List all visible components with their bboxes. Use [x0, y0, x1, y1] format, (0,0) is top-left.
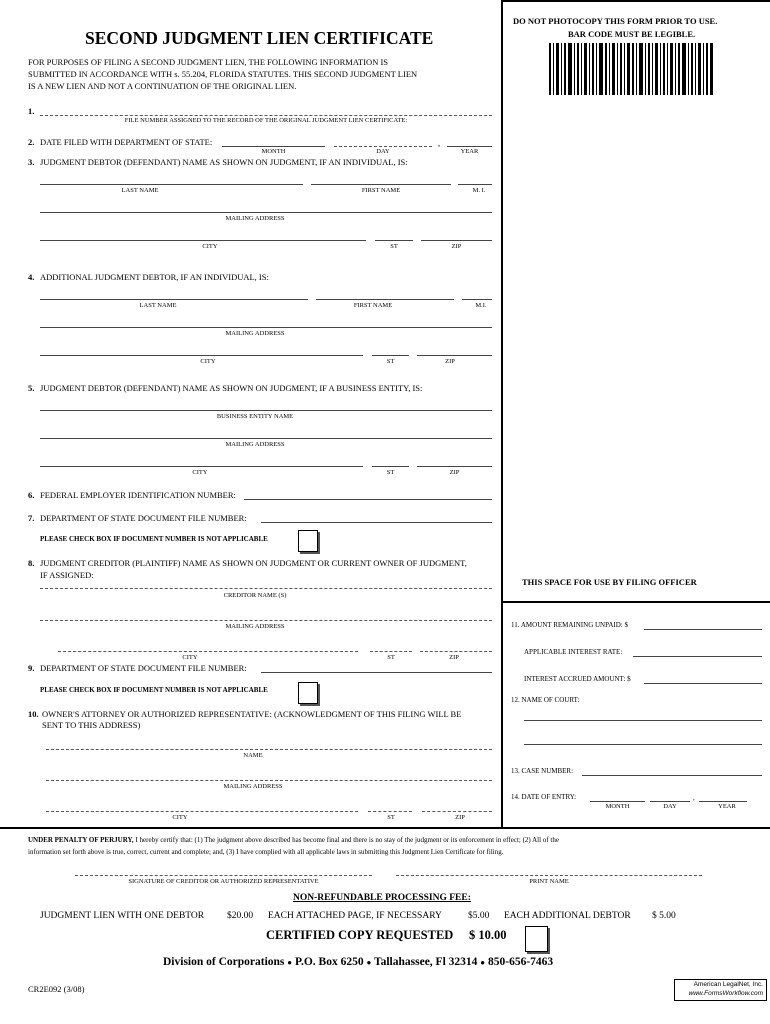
s10-label-2: SENT TO THIS ADDRESS) — [42, 720, 141, 730]
s6-label: FEDERAL EMPLOYER IDENTIFICATION NUMBER: — [40, 490, 236, 500]
brand-line-2: www.FormsWorkflow.com — [688, 990, 763, 997]
fee-additional-debtor-label: EACH ADDITIONAL DEBTOR — [504, 911, 631, 921]
s8-zip-field[interactable] — [420, 651, 492, 652]
s3-zip-field[interactable] — [421, 240, 492, 241]
s5-number: 5. — [28, 383, 35, 393]
perjury-text-1: I hereby certify that: (1) The judgment above described has become final and there is no stay of the judgment or its enforcement in effect; (2) All of the — [133, 836, 559, 844]
s2-day-field[interactable] — [334, 146, 432, 147]
perjury-lead: UNDER PENALTY OF PERJURY, — [28, 836, 134, 844]
s4-last-caption: LAST NAME — [139, 302, 177, 309]
s5-zip-field[interactable] — [417, 466, 492, 467]
s5-mailing-caption: MAILING ADDRESS — [225, 441, 285, 448]
s8-st-caption: ST — [387, 654, 395, 661]
s8-creditor-caption: CREDITOR NAME (S) — [223, 592, 287, 599]
s1-caption: FILE NUMBER ASSIGNED TO THE RECORD OF THE ORIGINAL JUDGMENT LIEN CERTIFICATE: — [124, 117, 408, 124]
print-name-field[interactable] — [396, 875, 702, 876]
s3-mi-caption: M. I. — [472, 187, 486, 194]
s2-day-caption: DAY — [376, 148, 390, 155]
s14-comma: , — [693, 794, 695, 802]
s6-number: 6. — [28, 490, 35, 500]
s12-court-field-1[interactable] — [524, 720, 762, 721]
s14-year-caption: YEAR — [718, 803, 736, 810]
s3-st-field[interactable] — [375, 240, 413, 241]
s5-zip-caption: ZIP — [449, 469, 460, 476]
s5-entity-field[interactable] — [40, 410, 492, 411]
s8-label-2: IF ASSIGNED: — [40, 570, 94, 580]
filing-officer-title: THIS SPACE FOR USE BY FILING OFFICER — [522, 577, 697, 587]
s4-st-caption: ST — [386, 358, 395, 365]
s7-number: 7. — [28, 513, 35, 523]
officer-section-divider — [501, 601, 770, 603]
fee-page-label: EACH ATTACHED PAGE, IF NECESSARY — [268, 911, 442, 921]
barcode-notice: BAR CODE MUST BE LEGIBLE. — [568, 29, 696, 39]
s10-zip-field[interactable] — [422, 811, 492, 812]
right-top-border — [501, 0, 770, 2]
s4-city-field[interactable] — [40, 355, 363, 356]
s4-city-caption: CITY — [200, 358, 216, 365]
fee-additional-debtor-amount: $ 5.00 — [652, 911, 676, 921]
s5-label: JUDGMENT DEBTOR (DEFENDANT) NAME AS SHOWN ON JUDGMENT, IF A BUSINESS ENTITY, IS: — [40, 383, 423, 393]
print-name-caption: PRINT NAME — [529, 878, 569, 885]
s11-label: 11. AMOUNT REMAINING UNPAID: $ — [511, 621, 628, 629]
s3-st-caption: ST — [390, 243, 398, 250]
s9-check-label: PLEASE CHECK BOX IF DOCUMENT NUMBER IS NOT APPLICABLE — [40, 686, 268, 694]
s8-st-field[interactable] — [370, 651, 412, 652]
s10-mailing-field[interactable] — [46, 780, 492, 781]
s8-mailing-caption: MAILING ADDRESS — [225, 623, 285, 630]
form-code: CR2E092 (3/08) — [28, 984, 85, 994]
bottom-section-divider — [0, 827, 770, 829]
s13-label: 13. CASE NUMBER: — [511, 767, 574, 775]
s10-city-caption: CITY — [172, 814, 188, 821]
s10-label-1: OWNER'S ATTORNEY OR AUTHORIZED REPRESENTATIVE: (ACKNOWLEDGMENT OF THIS FILING WILL BE — [42, 709, 462, 719]
s10-name-caption: NAME — [243, 752, 263, 759]
s10-st-field[interactable] — [368, 811, 412, 812]
interest-rate-label: APPLICABLE INTEREST RATE: — [524, 648, 623, 656]
intro-line-2: SUBMITTED IN ACCORDANCE WITH s. 55.204, FLORIDA STATUTES. THIS SECOND JUDGMENT LIEN — [28, 69, 418, 79]
s4-label: ADDITIONAL JUDGMENT DEBTOR, IF AN INDIVIDUAL, IS: — [40, 272, 269, 282]
s14-day-field[interactable] — [650, 801, 690, 802]
s14-label: 14. DATE OF ENTRY: — [511, 793, 577, 801]
s10-name-field[interactable] — [46, 749, 492, 750]
s4-st-field[interactable] — [372, 355, 409, 356]
s4-mi-caption: M.I. — [475, 302, 487, 309]
fees-title: NON-REFUNDABLE PROCESSING FEE: — [293, 893, 471, 903]
s3-mailing-field[interactable] — [40, 212, 492, 213]
s4-zip-caption: ZIP — [445, 358, 455, 365]
brand-box — [674, 979, 767, 1001]
s8-zip-caption: ZIP — [449, 654, 459, 661]
bullet-icon: ● — [480, 958, 486, 967]
s5-city-field[interactable] — [40, 466, 363, 467]
brand-line-1: American LegalNet, Inc. — [693, 981, 763, 988]
s2-year-field[interactable] — [447, 146, 492, 147]
s9-not-applicable-checkbox[interactable] — [298, 682, 318, 704]
s2-month-field[interactable] — [222, 146, 325, 147]
s2-year-caption: YEAR — [460, 148, 479, 155]
s2-label: DATE FILED WITH DEPARTMENT OF STATE: — [40, 137, 213, 147]
s9-label: DEPARTMENT OF STATE DOCUMENT FILE NUMBER: — [40, 663, 247, 673]
s3-zip-caption: ZIP — [451, 243, 462, 250]
certified-copy-checkbox[interactable] — [525, 926, 548, 952]
signature-caption: SIGNATURE OF CREDITOR OR AUTHORIZED REPRESENTATIVE — [128, 878, 319, 885]
s4-mi-field[interactable] — [462, 299, 492, 300]
perjury-line-1 — [28, 836, 559, 844]
s5-city-caption: CITY — [192, 469, 208, 476]
s10-number: 10. — [28, 709, 39, 719]
s8-creditor-field[interactable] — [40, 588, 492, 589]
s4-mailing-caption: MAILING ADDRESS — [225, 330, 285, 337]
s2-number: 2. — [28, 137, 35, 147]
s5-st-field[interactable] — [372, 466, 409, 467]
intro-line-1: FOR PURPOSES OF FILING A SECOND JUDGMENT LIEN, THE FOLLOWING INFORMATION IS — [28, 57, 389, 67]
s7-check-label: PLEASE CHECK BOX IF DOCUMENT NUMBER IS NOT APPLICABLE — [40, 535, 268, 543]
s8-number: 8. — [28, 558, 35, 568]
s10-city-field[interactable] — [46, 811, 358, 812]
s1-file-number-field[interactable] — [40, 115, 492, 116]
bullet-icon: ● — [366, 958, 372, 967]
s5-mailing-field[interactable] — [40, 438, 492, 439]
s12-label: 12. NAME OF COURT: — [511, 696, 580, 704]
s3-mailing-caption: MAILING ADDRESS — [225, 215, 285, 222]
s3-first-caption: FIRST NAME — [361, 187, 401, 194]
s5-entity-caption: BUSINESS ENTITY NAME — [216, 413, 294, 420]
s14-day-caption: DAY — [663, 803, 677, 810]
s1-number: 1. — [28, 106, 35, 116]
s9-number: 9. — [28, 663, 35, 673]
fee-one-debtor-label: JUDGMENT LIEN WITH ONE DEBTOR — [40, 911, 205, 921]
s7-file-number-field[interactable] — [261, 522, 492, 523]
s8-city-field[interactable] — [58, 651, 358, 652]
barcode-image — [549, 43, 713, 95]
s10-mailing-caption: MAILING ADDRESS — [223, 783, 283, 790]
s14-year-field[interactable] — [699, 801, 747, 802]
s3-last-name-field[interactable] — [40, 184, 303, 185]
signature-field[interactable] — [75, 875, 372, 876]
s4-first-caption: FIRST NAME — [353, 302, 393, 309]
right-column-border — [501, 0, 503, 828]
s7-label: DEPARTMENT OF STATE DOCUMENT FILE NUMBER: — [40, 513, 247, 523]
s10-zip-caption: ZIP — [455, 814, 465, 821]
s4-zip-field[interactable] — [417, 355, 492, 356]
photocopy-notice: DO NOT PHOTOCOPY THIS FORM PRIOR TO USE. — [513, 16, 718, 26]
s2-comma: , — [438, 138, 441, 148]
s8-mailing-field[interactable] — [40, 620, 492, 621]
fee-one-debtor-amount: $20.00 — [227, 911, 254, 921]
s3-first-name-field[interactable] — [311, 184, 451, 185]
interest-accrued-label: INTEREST ACCRUED AMOUNT: $ — [524, 675, 631, 683]
s4-last-name-field[interactable] — [40, 299, 308, 300]
s14-month-caption: MONTH — [605, 803, 630, 810]
perjury-line-2: information set forth above is true, correct, current and complete; and, (3) I have complied with all applicable laws in submitting this Judgment Lien Certificate for filing. — [28, 848, 504, 856]
s11-amount-field[interactable] — [644, 629, 762, 630]
phone-number: 850-656-7463 — [487, 956, 554, 968]
s2-month-caption: MONTH — [261, 148, 286, 155]
interest-rate-field[interactable] — [633, 656, 762, 657]
fee-page-amount: $5.00 — [468, 911, 490, 921]
s14-month-field[interactable] — [590, 801, 645, 802]
certified-copy-label: CERTIFIED COPY REQUESTED $ 10.00 — [266, 928, 507, 942]
s4-number: 4. — [28, 272, 35, 282]
s4-first-name-field[interactable] — [316, 299, 454, 300]
form-title: SECOND JUDGMENT LIEN CERTIFICATE — [85, 28, 434, 48]
s8-label-1: JUDGMENT CREDITOR (PLAINTIFF) NAME AS SHOWN ON JUDGMENT OR CURRENT OWNER OF JUDGMENT, — [40, 558, 467, 568]
s3-label: JUDGMENT DEBTOR (DEFENDANT) NAME AS SHOWN ON JUDGMENT, IF AN INDIVIDUAL, IS: — [40, 157, 408, 167]
s13-case-number-field[interactable] — [582, 775, 762, 776]
s8-city-caption: CITY — [182, 654, 198, 661]
division-name: Division of Corporations — [163, 956, 285, 968]
s3-city-field[interactable] — [40, 240, 366, 241]
s10-st-caption: ST — [387, 814, 395, 821]
s6-fein-field[interactable] — [244, 499, 492, 500]
s3-number: 3. — [28, 157, 35, 167]
s9-file-number-field[interactable] — [261, 672, 492, 673]
bullet-icon: ● — [287, 958, 293, 967]
city-zip: Tallahassee, Fl 32314 — [373, 956, 478, 968]
s12-court-field-2[interactable] — [524, 744, 762, 745]
s7-not-applicable-checkbox[interactable] — [298, 530, 318, 552]
intro-line-3: IS A NEW LIEN AND NOT A CONTINUATION OF THE ORIGINAL LIEN. — [28, 81, 297, 91]
po-box: P.O. Box 6250 — [295, 956, 364, 968]
s3-mi-field[interactable] — [458, 184, 492, 185]
s5-st-caption: ST — [386, 469, 395, 476]
s3-last-caption: LAST NAME — [121, 187, 159, 194]
s4-mailing-field[interactable] — [40, 327, 492, 328]
s3-city-caption: CITY — [202, 243, 218, 250]
footer-address — [163, 956, 553, 968]
interest-accrued-field[interactable] — [644, 683, 762, 684]
